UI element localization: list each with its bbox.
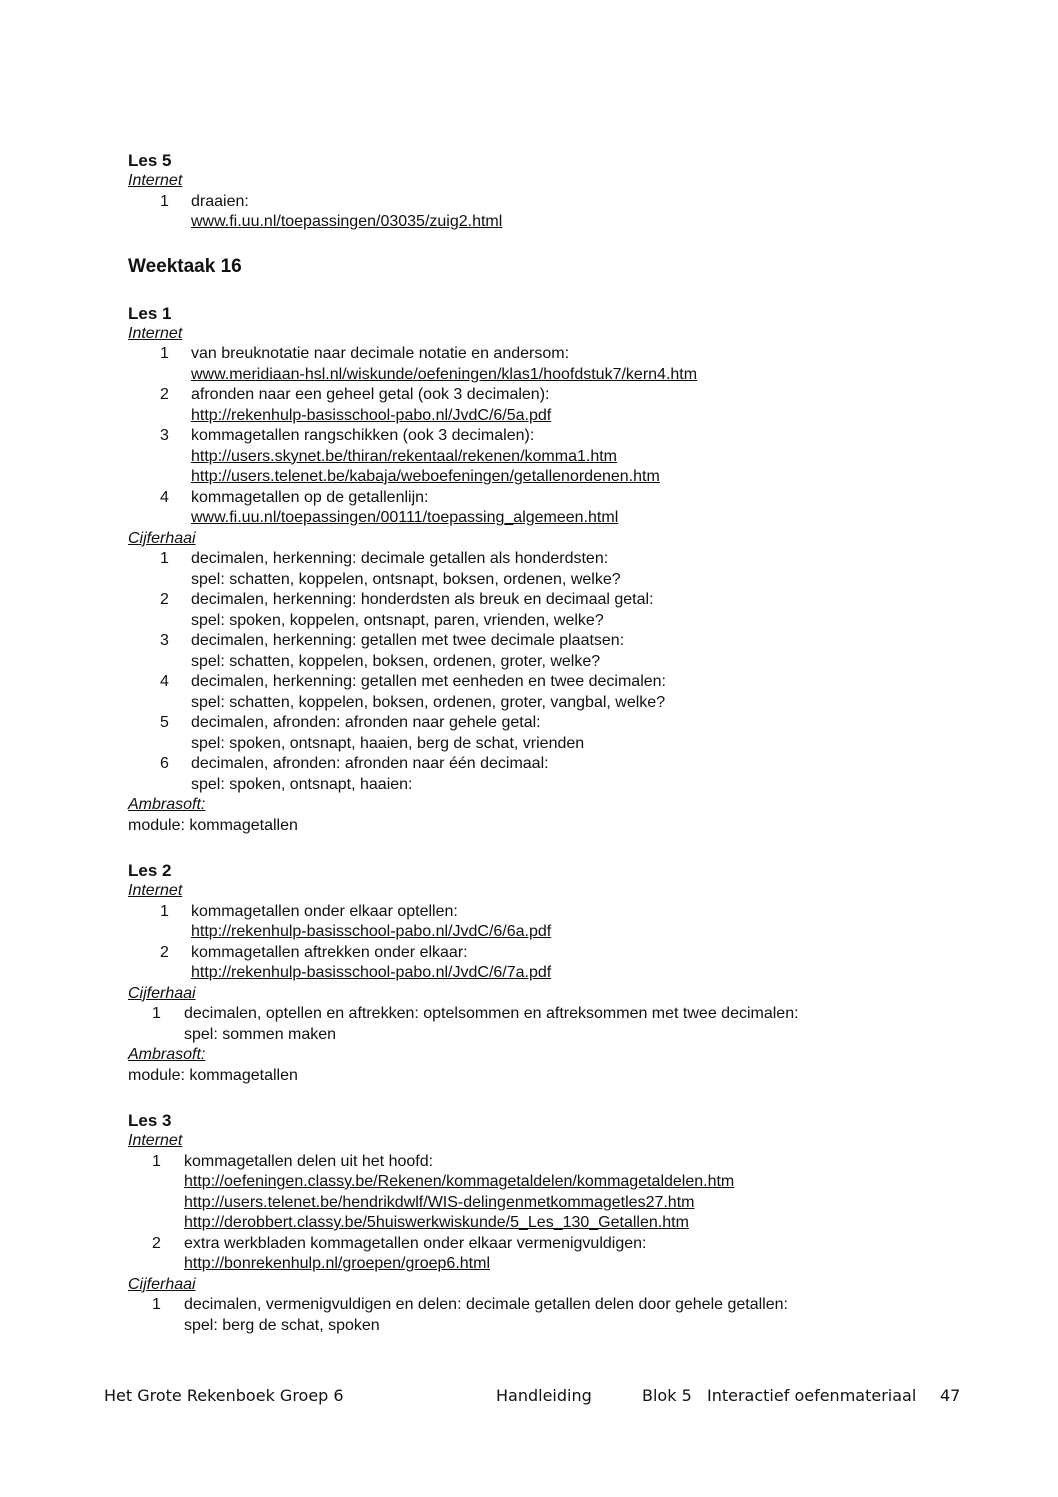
category-ambrasoft: Ambrasoft: <box>128 1046 206 1063</box>
link[interactable]: http://rekenhulp-basisschool-pabo.nl/JvdC/6/7a.pdf <box>191 964 552 981</box>
link[interactable]: http://oefeningen.classy.be/Rekenen/kommagetaldelen/kommagetaldelen.htm <box>184 1173 735 1190</box>
link[interactable]: www.meridiaan-hsl.nl/wiskunde/oefeningen/klas1/hoofdstuk7/kern4.htm <box>191 365 698 383</box>
item-subtext: spel: schatten, koppelen, boksen, ordenen, groter, welke? <box>191 652 601 670</box>
list-item <box>128 344 1008 385</box>
item-text: decimalen, herkenning: getallen met twee decimale plaatsen: <box>191 632 625 649</box>
item-number: 3 <box>160 632 169 649</box>
category-internet: Internet <box>128 172 183 189</box>
item-subtext: spel: spoken, koppelen, ontsnapt, paren, vrienden, welke? <box>191 611 604 629</box>
item-number: 2 <box>160 943 169 961</box>
category-cijferhaai: Cijferhaai <box>128 984 196 1002</box>
page-number: 47 <box>940 1386 961 1405</box>
item-number: 4 <box>160 673 169 690</box>
item-number: 1 <box>152 1296 161 1313</box>
link[interactable]: http://rekenhulp-basisschool-pabo.nl/JvdC/6/5a.pdf <box>191 406 552 424</box>
lesson-heading: Les 1 <box>128 303 172 323</box>
list-item <box>128 631 1008 672</box>
item-number: 5 <box>160 714 169 731</box>
item-number: 3 <box>160 427 169 444</box>
item-number: 2 <box>160 386 169 403</box>
item-text: decimalen, herkenning: honderdsten als breuk en decimaal getal: <box>191 591 654 608</box>
item-number: 1 <box>160 902 169 920</box>
link[interactable]: http://users.telenet.be/hendrikdwlf/WIS-delingenmetkommagetles27.htm <box>184 1193 695 1211</box>
category-cijferhaai: Cijferhaai <box>128 529 196 547</box>
list-item <box>128 754 1008 795</box>
item-text: kommagetallen delen uit het hoofd: <box>184 1152 434 1170</box>
list-item <box>128 488 1008 529</box>
item-number: 6 <box>160 755 169 772</box>
item-text: kommagetallen op de getallenlijn: <box>191 488 429 506</box>
category-internet: Internet <box>128 882 183 899</box>
item-number: 1 <box>160 345 169 362</box>
module-text: module: kommagetallen <box>128 816 298 834</box>
item-text: decimalen, herkenning: decimale getallen als honderdsten: <box>191 550 609 567</box>
item-text: extra werkbladen kommagetallen onder elkaar vermenigvuldigen: <box>184 1234 647 1252</box>
item-number: 1 <box>152 1005 161 1022</box>
category-internet: Internet <box>128 324 183 342</box>
lesson-heading: Les 5 <box>128 151 172 170</box>
item-subtext: spel: sommen maken <box>184 1025 337 1043</box>
footer-section: Blok 5 Interactief oefenmateriaal <box>642 1386 917 1405</box>
item-subtext: spel: spoken, ontsnapt, haaien, berg de schat, vrienden <box>191 734 585 752</box>
item-number: 1 <box>160 550 169 567</box>
module-text: module: kommagetallen <box>128 1066 298 1084</box>
item-text: afronden naar een geheel getal (ook 3 decimalen): <box>191 386 550 403</box>
item-number: 1 <box>160 192 169 210</box>
item-number: 1 <box>152 1152 161 1170</box>
link[interactable]: www.fi.uu.nl/toepassingen/00111/toepassing_algemeen.html <box>191 509 619 526</box>
list-item <box>128 192 1008 233</box>
footer-doc-type: Handleiding <box>496 1386 592 1405</box>
list-item <box>128 385 1008 426</box>
item-subtext: spel: schatten, koppelen, ontsnapt, boksen, ordenen, welke? <box>191 570 621 588</box>
list-item <box>128 672 1008 713</box>
list-item <box>128 713 1008 754</box>
item-subtext: spel: berg de schat, spoken <box>184 1316 380 1334</box>
item-text: van breuknotatie naar decimale notatie en andersom: <box>191 345 570 362</box>
item-subtext: spel: schatten, koppelen, boksen, ordenen, groter, vangbal, welke? <box>191 693 666 711</box>
link[interactable]: www.fi.uu.nl/toepassingen/03035/zuig2.html <box>191 213 503 230</box>
item-text: kommagetallen onder elkaar optellen: <box>191 902 458 920</box>
item-number: 2 <box>152 1234 161 1252</box>
list-item <box>128 1152 1008 1234</box>
lesson-heading: Les 3 <box>128 1111 172 1130</box>
item-text: kommagetallen aftrekken onder elkaar: <box>191 943 468 961</box>
list-item <box>128 1004 1008 1045</box>
item-text: decimalen, afronden: afronden naar één decimaal: <box>191 755 549 772</box>
category-internet: Internet <box>128 1132 183 1149</box>
week-heading: Weektaak 16 <box>128 255 242 277</box>
list-item <box>128 426 1008 488</box>
list-item <box>128 590 1008 631</box>
page-footer <box>0 1386 1058 1408</box>
list-item <box>128 902 1008 943</box>
list-item <box>128 1234 1008 1275</box>
list-item <box>128 549 1008 590</box>
item-text: draaien: <box>191 192 249 210</box>
category-ambrasoft: Ambrasoft: <box>128 796 206 813</box>
link[interactable]: http://users.telenet.be/kabaja/weboefeningen/getallenordenen.htm <box>191 468 660 485</box>
link[interactable]: http://rekenhulp-basisschool-pabo.nl/JvdC/6/6a.pdf <box>191 923 552 940</box>
list-item <box>128 1295 1008 1336</box>
link[interactable]: http://users.skynet.be/thiran/rekentaal/rekenen/komma1.htm <box>191 447 617 465</box>
footer-book-title: Het Grote Rekenboek Groep 6 <box>104 1386 344 1405</box>
list-item <box>128 943 1008 984</box>
item-subtext: spel: spoken, ontsnapt, haaien: <box>191 775 413 793</box>
item-number: 4 <box>160 488 169 506</box>
link[interactable]: http://bonrekenhulp.nl/groepen/groep6.html <box>184 1255 490 1272</box>
item-text: kommagetallen rangschikken (ook 3 decimalen): <box>191 427 535 444</box>
lesson-heading: Les 2 <box>128 861 172 880</box>
item-text: decimalen, herkenning: getallen met eenheden en twee decimalen: <box>191 673 666 690</box>
item-text: decimalen, optellen en aftrekken: optelsommen en aftreksommen met twee decimalen: <box>184 1005 799 1022</box>
item-text: decimalen, afronden: afronden naar gehele getal: <box>191 714 541 731</box>
page-content <box>128 150 1008 1336</box>
link[interactable]: http://derobbert.classy.be/5huiswerkwiskunde/5_Les_130_Getallen.htm <box>184 1214 689 1231</box>
item-number: 2 <box>160 591 169 608</box>
item-text: decimalen, vermenigvuldigen en delen: decimale getallen delen door gehele getallen: <box>184 1296 788 1313</box>
category-cijferhaai: Cijferhaai <box>128 1275 196 1293</box>
